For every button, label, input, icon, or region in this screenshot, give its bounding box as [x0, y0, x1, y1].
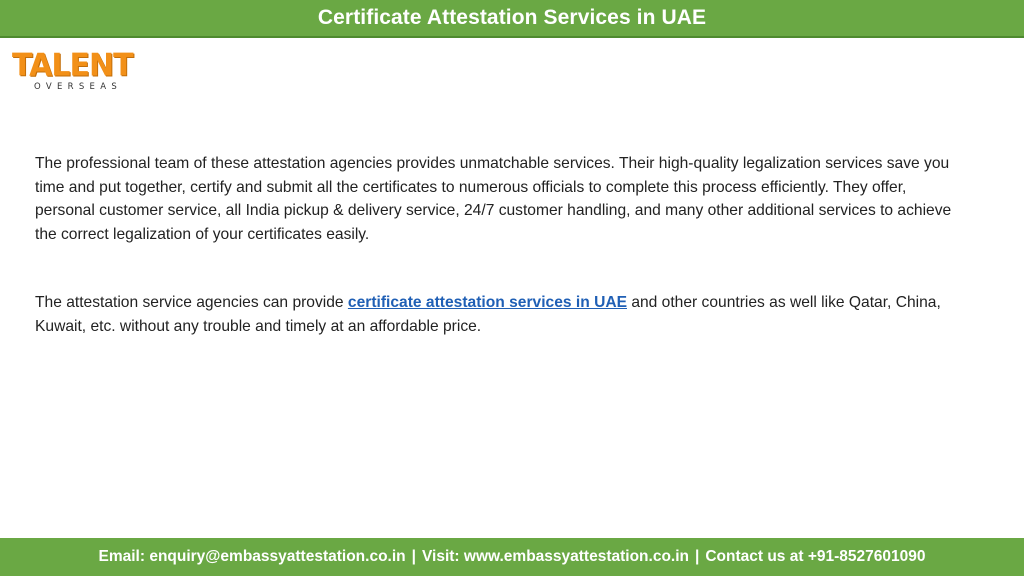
- footer-separator: |: [695, 548, 700, 565]
- footer-phone[interactable]: Contact us at +91-8527601090: [705, 548, 926, 565]
- paragraph-agencies-rest: and other countries as well like Qatar, China, Kuwait, etc. without any trouble and timely at an affordable price.: [35, 294, 941, 335]
- footer-contact-line: [99, 548, 926, 566]
- header-bar: [0, 0, 1024, 38]
- paragraph-agencies-intro: The attestation service agencies can provide: [35, 294, 348, 311]
- footer-separator: |: [411, 548, 416, 565]
- logo-subtitle: OVERSEAS: [34, 82, 123, 92]
- footer-bar: [0, 538, 1024, 576]
- logo-wordmark: TALENT: [12, 47, 133, 84]
- paragraph-services: The professional team of these attestation agencies provides unmatchable services. Their high-quality legalization services save you time and put together, certify and submit all the certificates to numerous officials to complete this process efficiently. They offer, personal customer service, all India pickup & delivery service, 24/7 customer handling, and many other additional services to achieve the correct legalization of your certificates easily.: [35, 155, 952, 243]
- page-title: Certificate Attestation Services in UAE: [317, 6, 707, 29]
- paragraph-agencies: [35, 291, 995, 338]
- talent-overseas-logo: [12, 47, 142, 94]
- footer-website[interactable]: Visit: www.embassyattestation.co.in: [421, 548, 689, 565]
- footer-email[interactable]: Email: enquiry@embassyattestation.co.in: [98, 548, 406, 565]
- certificate-attestation-link[interactable]: certificate attestation services in UAE: [347, 294, 627, 311]
